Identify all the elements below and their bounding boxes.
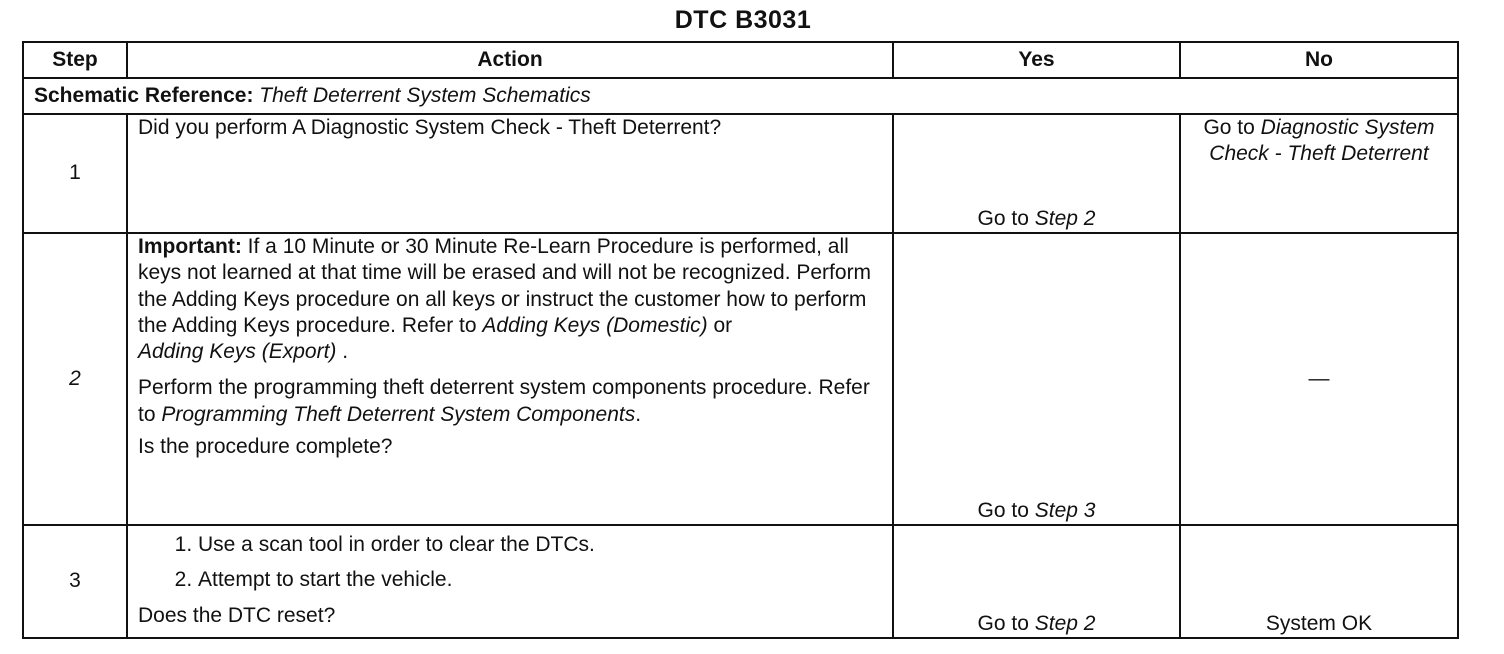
page-title: DTC B3031 — [674, 6, 812, 34]
no-cell — [1180, 233, 1458, 525]
action-question: Does the DTC reset? — [138, 603, 336, 627]
yes-link[interactable]: Step 2 — [1034, 611, 1096, 635]
diagnostic-table — [22, 41, 1459, 639]
header-row — [23, 42, 1458, 78]
or-text: or — [713, 313, 733, 337]
programming-link[interactable]: Programming Theft Deterrent System Components — [161, 402, 636, 426]
important-label: Important: — [138, 235, 242, 258]
yes-link[interactable]: Step 2 — [1034, 206, 1096, 230]
yes-prefix: Go to — [977, 206, 1029, 230]
action-cell — [127, 525, 893, 638]
no-cell — [1180, 114, 1458, 233]
no-prefix: Go to — [1203, 116, 1255, 139]
period-text: . — [342, 340, 349, 363]
important-text: If a 10 Minute or 30 Minute Re-Learn Procedure is performed, all keys not learned at that time will be erased and will not be recognized. Perform the Adding Keys procedure on all keys or instruct the customer how to perform the Adding Keys procedure. Refer to — [138, 235, 872, 337]
yes-cell — [893, 525, 1180, 638]
yes-link[interactable]: Step 3 — [1034, 498, 1096, 522]
no-link[interactable]: Diagnostic System Check - Theft Deterrent — [1209, 116, 1435, 166]
yes-prefix: Go to — [977, 611, 1029, 635]
step-number: 3 — [23, 525, 127, 638]
programming-note — [138, 375, 882, 428]
header-no: No — [1180, 42, 1458, 78]
list-item: 1. Use a scan tool in order to clear the DTCs. — [198, 532, 882, 558]
step-number: 2 — [23, 233, 127, 525]
table-row — [23, 525, 1458, 638]
header-step: Step — [23, 42, 127, 78]
adding-keys-domestic-link[interactable]: Adding Keys (Domestic) — [482, 313, 708, 337]
schematic-reference-link[interactable]: Theft Deterrent System Schematics — [259, 83, 591, 107]
action-steps-list — [138, 532, 882, 594]
action-cell — [127, 114, 893, 233]
action-text: Did you perform A Diagnostic System Check - Theft Deterrent? — [138, 116, 722, 139]
action-question: Is the procedure complete? — [138, 434, 393, 458]
list-item: 2. Attempt to start the vehicle. — [198, 567, 882, 593]
no-cell — [1180, 525, 1458, 638]
programming-text: Perform the programming theft deterrent system components procedure. Refer to — [138, 376, 870, 426]
schematic-reference-row — [23, 78, 1458, 114]
adding-keys-export-link[interactable]: Adding Keys (Export) — [138, 340, 337, 363]
header-action: Action — [127, 42, 893, 78]
yes-cell — [893, 114, 1180, 233]
schematic-reference — [23, 78, 1458, 114]
header-yes: Yes — [893, 42, 1180, 78]
period-text: . — [635, 402, 642, 426]
schematic-reference-label: Schematic Reference: — [34, 83, 254, 107]
table-row — [23, 233, 1458, 525]
action-cell — [127, 233, 893, 525]
yes-prefix: Go to — [977, 498, 1029, 522]
step-number: 1 — [23, 114, 127, 233]
important-note — [138, 234, 882, 365]
no-value: System OK — [1265, 611, 1373, 635]
yes-cell — [893, 233, 1180, 525]
no-value: — — [1308, 366, 1330, 390]
table-row — [23, 114, 1458, 233]
